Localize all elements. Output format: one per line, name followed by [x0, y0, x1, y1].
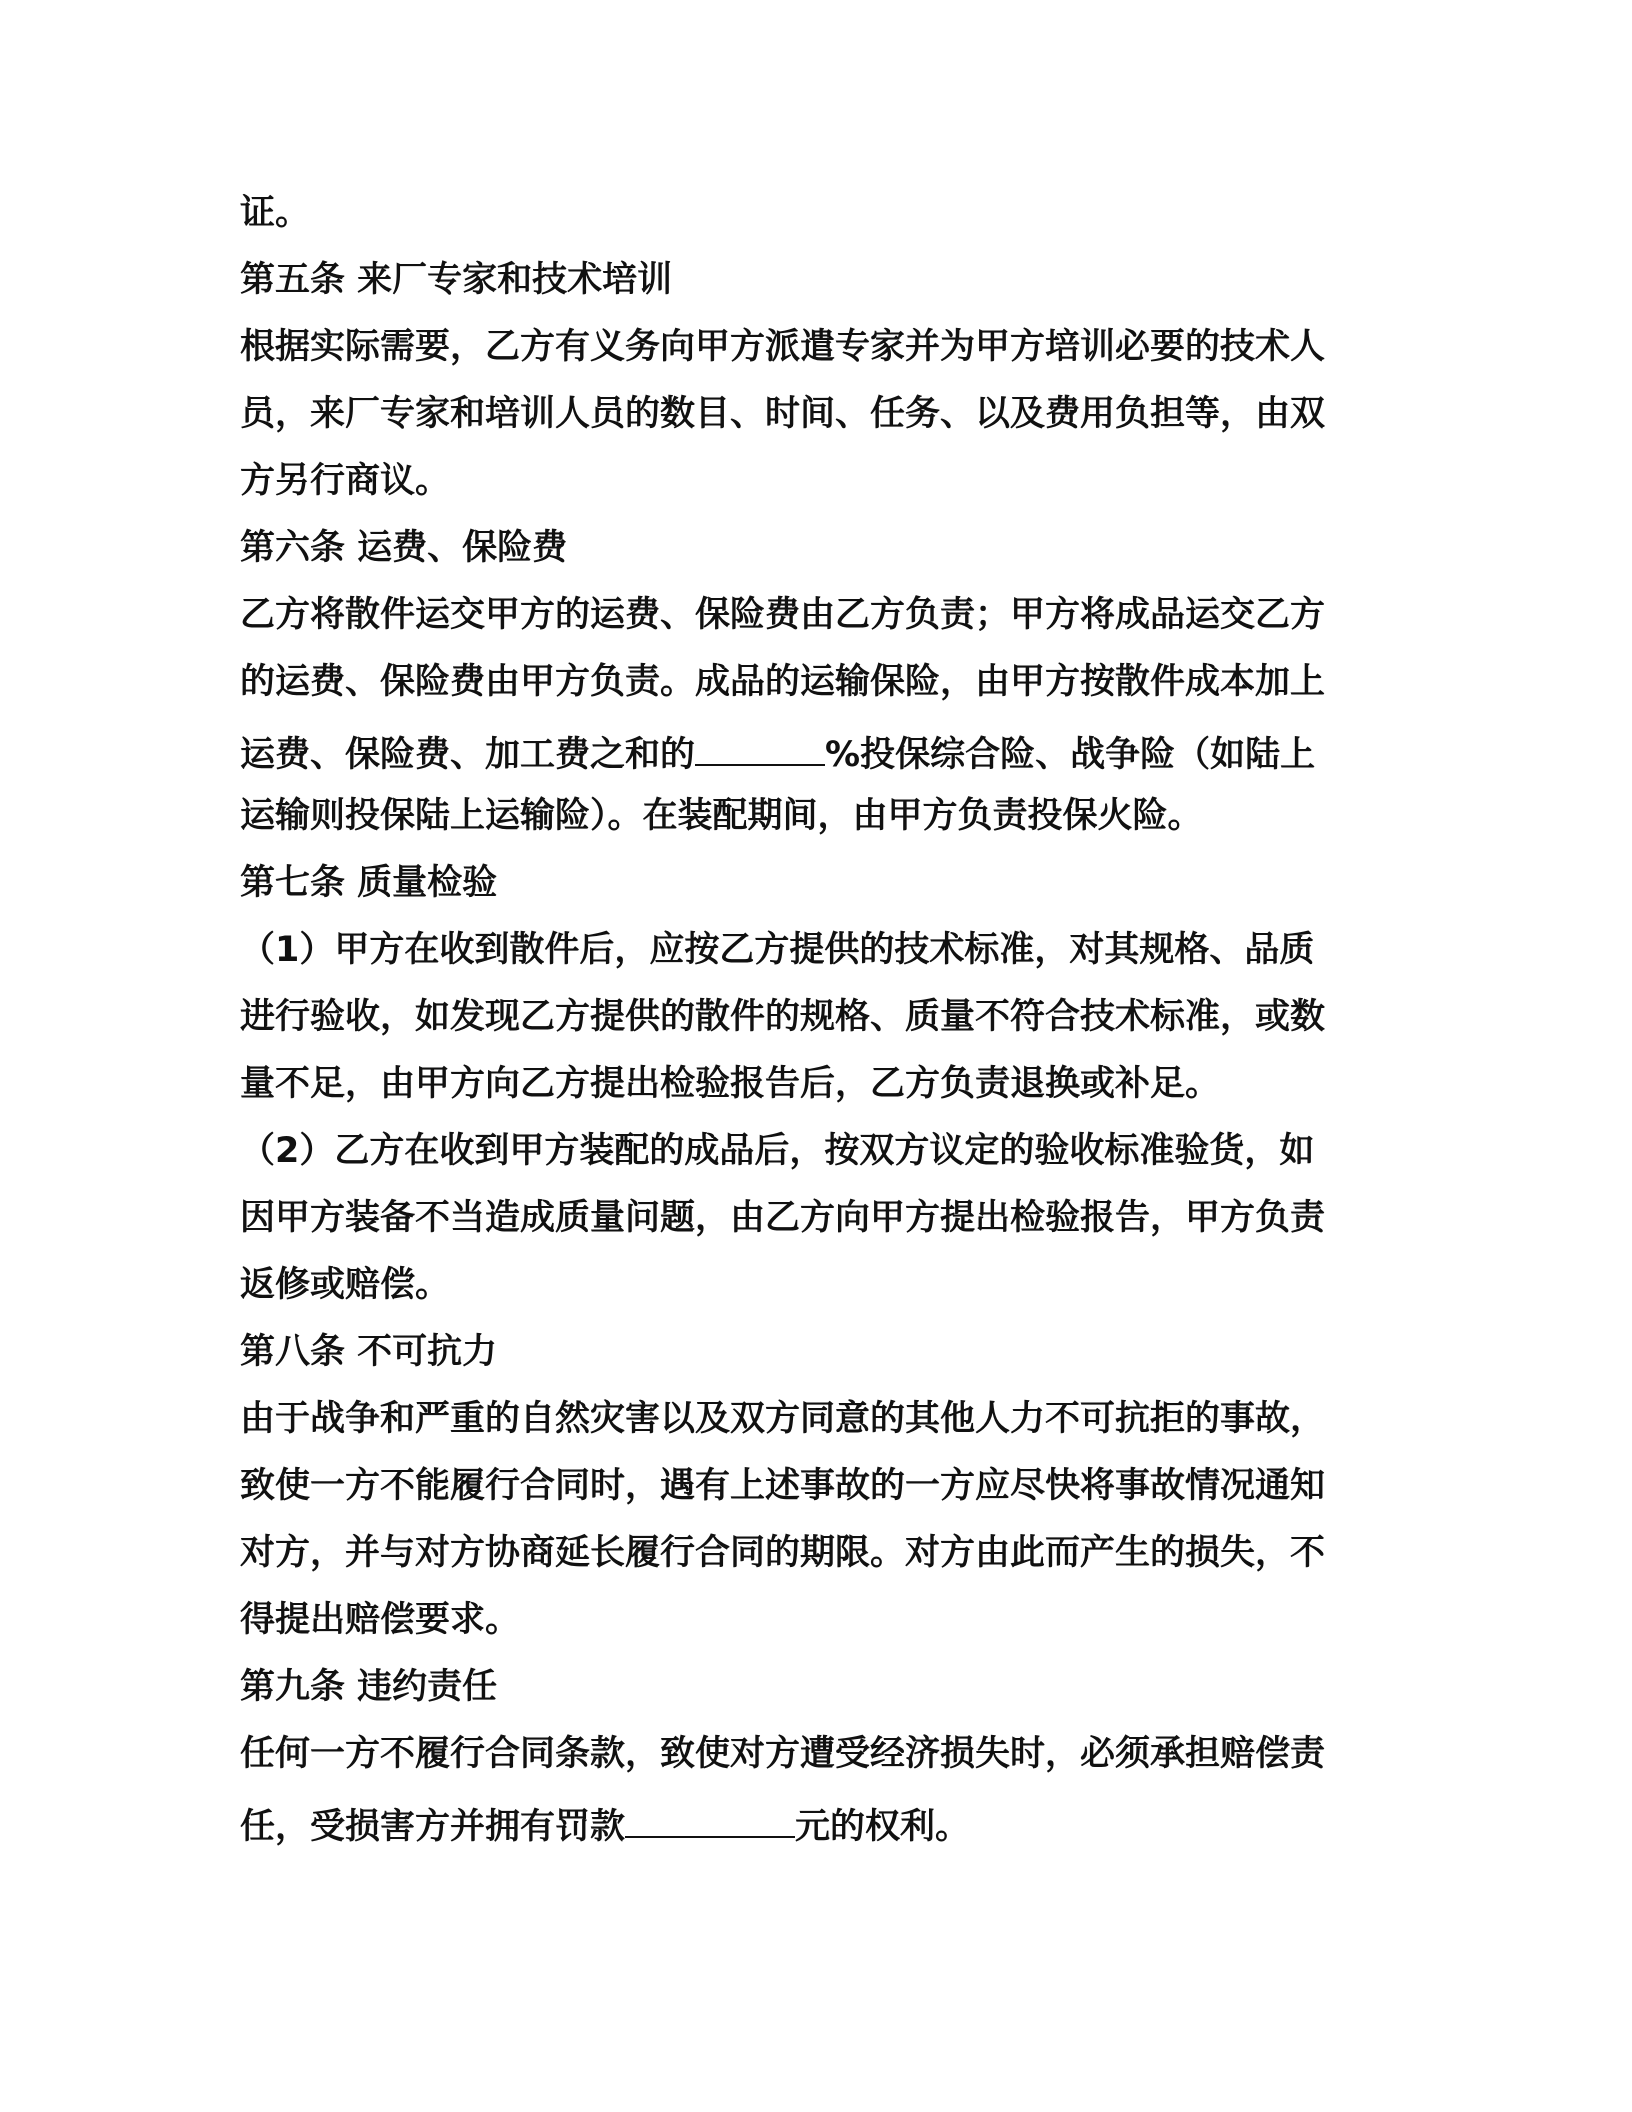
article-8-heading: 第八条 不可抗力: [240, 1332, 498, 1372]
text-line: 量不足，由甲方向乙方提出检验报告后，乙方负责退换或补足。: [240, 1064, 1221, 1104]
text-segment: 运费、保险费、加工费之和的: [240, 735, 696, 775]
text-line: 方另行商议。: [240, 461, 451, 501]
document-page: [240, 180, 1410, 1855]
text-line: 由于战争和严重的自然灾害以及双方同意的其他人力不可抗拒的事故，: [240, 1399, 1326, 1439]
insurance-percent-blank: [695, 716, 825, 766]
text-line: 进行验收，如发现乙方提供的散件的规格、质量不符合技术标准，或数: [240, 997, 1326, 1037]
text-line: 员，来厂专家和培训人员的数目、时间、任务、以及费用负担等，由双: [240, 394, 1326, 434]
text-line: 运输则投保陆上运输险）。在装配期间，由甲方负责投保火险。: [240, 796, 1203, 836]
text-segment: 元的权利。: [795, 1807, 971, 1847]
text-line: 的运费、保险费由甲方负责。成品的运输保险，由甲方按散件成本加上: [240, 662, 1326, 702]
text-line: 乙方将散件运交甲方的运费、保险费由乙方负责；甲方将成品运交乙方: [240, 595, 1326, 635]
text-line: （1）甲方在收到散件后，应按乙方提供的技术标准，对其规格、品质: [240, 930, 1315, 970]
text-line: 任何一方不履行合同条款，致使对方遭受经济损失时，必须承担赔偿责: [240, 1734, 1326, 1774]
article-6-heading: 第六条 运费、保险费: [240, 528, 568, 568]
article-5-heading: 第五条 来厂专家和技术培训: [240, 260, 673, 300]
text-line: 返修或赔偿。: [240, 1265, 451, 1305]
text-line: 得提出赔偿要求。: [240, 1600, 521, 1640]
text-line: （2）乙方在收到甲方装配的成品后，按双方议定的验收标准验货，如: [240, 1131, 1315, 1171]
article-7-heading: 第七条 质量检验: [240, 863, 498, 903]
article-9-heading: 第九条 违约责任: [240, 1667, 498, 1707]
text-segment: %投保综合险、战争险（如陆上: [825, 735, 1316, 775]
text-line: 证。: [240, 193, 311, 233]
text-line: 对方，并与对方协商延长履行合同的期限。对方由此而产生的损失，不: [240, 1533, 1326, 1573]
text-line: 因甲方装备不当造成质量问题，由乙方向甲方提出检验报告，甲方负责: [240, 1198, 1326, 1238]
text-line: 根据实际需要，乙方有义务向甲方派遣专家并为甲方培训必要的技术人: [240, 327, 1326, 367]
text-line: 致使一方不能履行合同时，遇有上述事故的一方应尽快将事故情况通知: [240, 1466, 1326, 1506]
text-segment: 任，受损害方并拥有罚款: [240, 1807, 626, 1847]
text-line-with-blank: [240, 716, 1410, 783]
text-line-with-blank: [240, 1788, 1410, 1855]
penalty-amount-blank: [625, 1788, 795, 1838]
